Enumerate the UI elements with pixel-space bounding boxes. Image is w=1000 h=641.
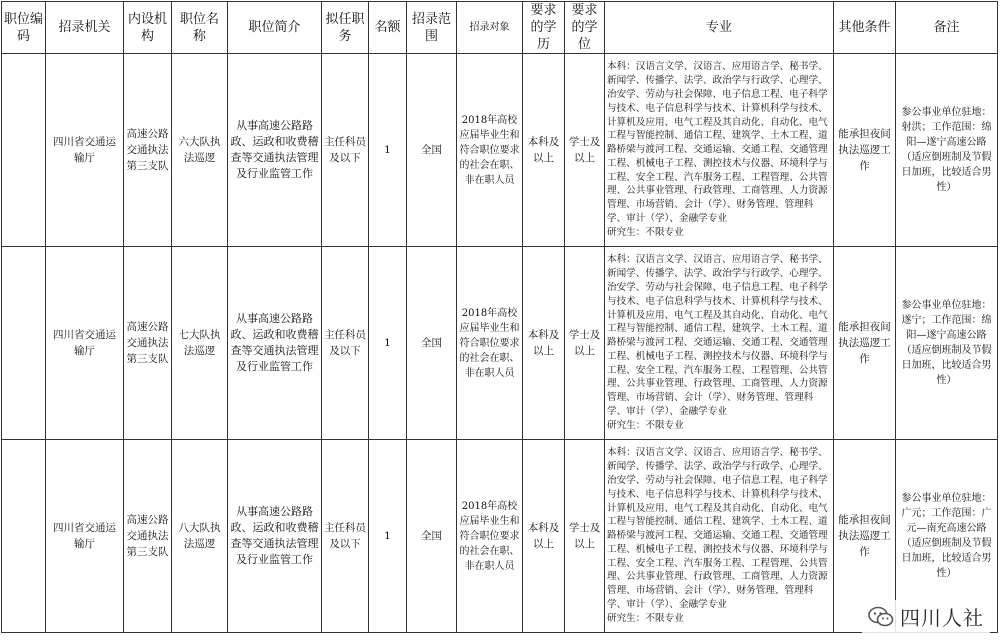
cell-department: 高速公路交通执法第三支队 [124,247,172,440]
header-row [2,2,998,54]
header-quota: 名额 [369,2,407,54]
header-agency: 招录机关 [46,2,124,54]
cell-position: 七大队执法巡逻 [172,247,228,440]
header-target: 招录对象 [457,2,523,54]
cell-duty: 主任科员及以下 [322,440,369,633]
cell-agency: 四川省交通运输厅 [46,54,124,247]
watermark-text: 四川人社 [900,606,984,630]
header-code: 职位编码 [2,2,46,54]
cell-target: 2018年高校应届毕业生和符合职位要求的社会在职、非在职人员 [457,54,523,247]
table-row [2,54,998,247]
cell-scope: 全国 [407,54,457,247]
header-duty: 拟任职务 [322,2,369,54]
cell-remark: 参公事业单位驻地：射洪；工作范围：绵阳—遂宁高速公路（适应倒班制及节假日加班，比较适合男性） [896,54,998,247]
cell-degree: 学士及以上 [565,54,605,247]
cell-code [2,440,46,633]
cell-position: 八大队执法巡逻 [172,440,228,633]
header-degree: 要求的学位 [565,2,605,54]
cell-department: 高速公路交通执法第三支队 [124,54,172,247]
cell-other: 能承担夜间执法巡逻工作 [834,247,896,440]
table-row [2,440,998,633]
cell-degree: 学士及以上 [565,440,605,633]
cell-department: 高速公路交通执法第三支队 [124,440,172,633]
cell-degree: 学士及以上 [565,247,605,440]
cell-major: 本科：汉语言文学、汉语言、应用语言学、秘书学、新闻学、传播学、法学、政治学与行政学、心理学、治安学、劳动与社会保障、电子信息工程、电子科学与技术、电子信息科学与技术、计算机科学与技术、计算机及应用、电气工程及其自动化、自动化、电气工程与智能控制、通信工程、建筑学、土木工程、道路桥梁与渡河工程、交通运输、交通工程、交通管理工程、机械电子工程、测控技术与仪器、环境科学与工程、安全工程、汽车服务工程、工程管理、公共管理、公共事业管理、行政管理、工商管理、人力资源管理、市场营销、会计（学）、财务管理、管理科学、审计（学）、金融学专业 研究生：不限专业 [605,54,834,247]
watermark [862,600,990,633]
header-description: 职位简介 [228,2,322,54]
cell-major: 本科：汉语言文学、汉语言、应用语言学、秘书学、新闻学、传播学、法学、政治学与行政学、心理学、治安学、劳动与社会保障、电子信息工程、电子科学与技术、电子信息科学与技术、计算机科学与技术、计算机及应用、电气工程及其自动化、自动化、电气工程与智能控制、通信工程、建筑学、土木工程、道路桥梁与渡河工程、交通运输、交通工程、交通管理工程、机械电子工程、测控技术与仪器、环境科学与工程、安全工程、汽车服务工程、工程管理、公共管理、公共事业管理、行政管理、工商管理、人力资源管理、市场营销、会计（学）、财务管理、管理科学、审计（学）、金融学专业 研究生：不限专业 [605,247,834,440]
cell-target: 2018年高校应届毕业生和符合职位要求的社会在职、非在职人员 [457,440,523,633]
cell-code [2,54,46,247]
cell-major: 本科：汉语言文学、汉语言、应用语言学、秘书学、新闻学、传播学、法学、政治学与行政学、心理学、治安学、劳动与社会保障、电子信息工程、电子科学与技术、电子信息科学与技术、计算机科学与技术、计算机及应用、电气工程及其自动化、自动化、电气工程与智能控制、通信工程、建筑学、土木工程、道路桥梁与渡河工程、交通运输、交通工程、交通管理工程、机械电子工程、测控技术与仪器、环境科学与工程、安全工程、汽车服务工程、工程管理、公共管理、公共事业管理、行政管理、工商管理、人力资源管理、市场营销、会计（学）、财务管理、管理科学、审计（学）、金融学专业 研究生：不限专业 [605,440,834,633]
cell-description: 从事高速公路路政、运政和收费稽查等交通执法管理及行业监管工作 [228,247,322,440]
cell-education: 本科及以上 [523,440,565,633]
cell-description: 从事高速公路路政、运政和收费稽查等交通执法管理及行业监管工作 [228,54,322,247]
table-row [2,247,998,440]
cell-target: 2018年高校应届毕业生和符合职位要求的社会在职、非在职人员 [457,247,523,440]
cell-scope: 全国 [407,440,457,633]
cell-education: 本科及以上 [523,247,565,440]
cell-quota: 1 [369,247,407,440]
header-major: 专业 [605,2,834,54]
cell-remark: 参公事业单位驻地：广元；工作范围：广元—南充高速公路（适应倒班制及节假日加班，比较适合男性） [896,440,998,633]
cell-scope: 全国 [407,247,457,440]
header-education: 要求的学历 [523,2,565,54]
cell-other: 能承担夜间执法巡逻工作 [834,54,896,247]
cell-description: 从事高速公路路政、运政和收费稽查等交通执法管理及行业监管工作 [228,440,322,633]
cell-agency: 四川省交通运输厅 [46,247,124,440]
cell-education: 本科及以上 [523,54,565,247]
cell-other: 能承担夜间执法巡逻工作 [834,440,896,633]
cell-duty: 主任科员及以下 [322,54,369,247]
cell-code [2,247,46,440]
header-remark: 备注 [896,2,998,54]
header-position: 职位名称 [172,2,228,54]
cell-agency: 四川省交通运输厅 [46,440,124,633]
header-scope: 招录范围 [407,2,457,54]
cell-duty: 主任科员及以下 [322,247,369,440]
wechat-logo-icon [868,606,894,628]
recruitment-table [1,1,998,633]
cell-quota: 1 [369,440,407,633]
cell-remark: 参公事业单位驻地：遂宁；工作范围：绵阳—遂宁高速公路（适应倒班制及节假日加班，比较适合男性） [896,247,998,440]
header-other: 其他条件 [834,2,896,54]
cell-quota: 1 [369,54,407,247]
header-department: 内设机构 [124,2,172,54]
cell-position: 六大队执法巡逻 [172,54,228,247]
